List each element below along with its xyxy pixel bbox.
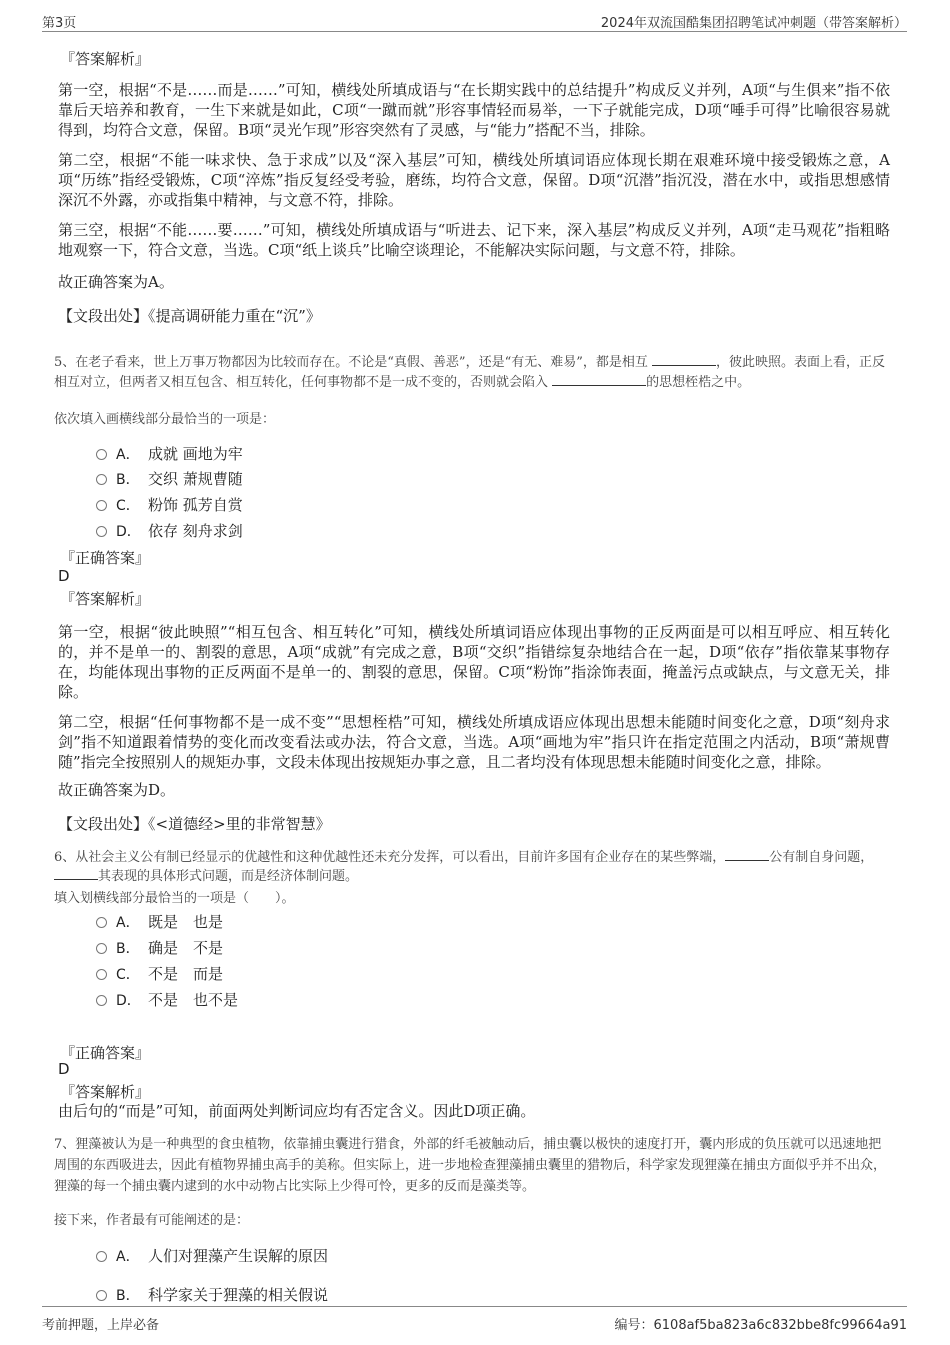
page-number: 第3页 bbox=[42, 16, 77, 31]
q6-correct-label: 『正确答案』 bbox=[60, 1044, 151, 1062]
q5-blank-2 bbox=[552, 373, 646, 386]
q5-analysis-para-2: 第二空，根据“任何事物都不是一成不变”“思想桎梏”可知，横线处所填成语应体现出思想未能随时间变化之意，D项“刻舟求剑”指不知道跟着情势的变化而改变看法或办法，符合文意，当选。A项“画地为牢”指只许在指定范围之内活动，B项“萧规曹随”指完全按照别人的规矩办事，文段未体现出按规矩办事之意，且二者均没有体现思想未能随时间变化之意，排除。 bbox=[58, 713, 890, 771]
footer-serial: 编号：6108af5ba823a6c832bbe8fc99664a91 bbox=[614, 1318, 907, 1333]
radio-icon[interactable] bbox=[96, 449, 107, 460]
q6-correct-answer: D bbox=[58, 1060, 70, 1078]
q5-correct-label: 『正确答案』 bbox=[60, 549, 151, 567]
radio-icon[interactable] bbox=[96, 526, 107, 537]
q5-blank-1 bbox=[652, 353, 716, 366]
q5-analysis-para-1: 第一空，根据“彼此映照”“相互包含、相互转化”可知，横线处所填词语应体现出事物的正反两面是可以相互呼应、相互转化的，并不是单一的、割裂的意思，A项“成就”有完成之意，B项“交织”指错综复杂地结合在一起，D项“依存”指依靠某事物存在，均能体现出事物的正反两面不是单一的、割裂的意思，保留。C项“粉饰”指涂饰表面，掩盖污点或缺点，与文意无关，排除。 bbox=[58, 623, 890, 701]
radio-icon[interactable] bbox=[96, 500, 107, 511]
q4-source: 【文段出处】《提高调研能力重在“沉”》 bbox=[58, 307, 321, 325]
q5-conclusion: 故正确答案为D。 bbox=[58, 781, 176, 799]
q6-analysis-label: 『答案解析』 bbox=[60, 1083, 151, 1101]
q5-option-d[interactable]: D． 依存 刻舟求剑 bbox=[96, 520, 243, 540]
page-header bbox=[0, 0, 950, 32]
q4-analysis-para-1: 第一空，根据“不是……而是……”可知，横线处所填成语与“在长期实践中的总结提升”构成反义并列，A项“与生俱来”指不依靠后天培养和教育，一生下来就是如此，C项“一蹴而就”形容事情轻而易举，一下子就能完成，D项“唾手可得”比喻很容易就得到，均符合文意，保留。B项“灵光乍现”形容突然有了灵感，与“能力”搭配不当，排除。 bbox=[58, 81, 890, 139]
q6-option-b[interactable]: B． 确是 不是 bbox=[96, 937, 223, 957]
radio-icon[interactable] bbox=[96, 1290, 107, 1301]
page-footer bbox=[0, 1306, 950, 1345]
q7-option-a[interactable]: A． 人们对狸藻产生误解的原因 bbox=[96, 1245, 328, 1265]
q5-option-c[interactable]: C． 粉饰 孤芳自赏 bbox=[96, 494, 243, 514]
q6-stem: 6、从社会主义公有制已经显示的优越性和这种优越性还未充分发挥，可以看出，目前许多国有企业存在的某些弊端， 公有制自身问题，其表现的具体形式问题，而是经济体制问题。 bbox=[54, 850, 874, 884]
footer-divider bbox=[42, 1306, 907, 1307]
q5-option-a[interactable]: A． 成就 画地为牢 bbox=[96, 443, 243, 463]
radio-icon[interactable] bbox=[96, 917, 107, 928]
q6-prompt: 填入划横线部分最恰当的一项是（ ）。 bbox=[54, 891, 295, 906]
q5-source: 【文段出处】《<道德经>里的非常智慧》 bbox=[58, 815, 331, 833]
radio-icon[interactable] bbox=[96, 969, 107, 980]
q5-stem: 5、在老子看来，世上万事万物都因为比较而存在。不论是“真假、善恶”，还是“有无、难易”，都是相互 ，彼此映照。表面上看，正反相互对立，但两者又相互包含、相互转化，任何事物都不是一成不变的，否则就会陷入 的思想桎梏之中。 bbox=[54, 355, 886, 390]
q6-option-d[interactable]: D． 不是 也不是 bbox=[96, 989, 238, 1009]
radio-icon[interactable] bbox=[96, 474, 107, 485]
radio-icon[interactable] bbox=[96, 943, 107, 954]
q7-prompt: 接下来，作者最有可能阐述的是： bbox=[54, 1213, 250, 1228]
radio-icon[interactable] bbox=[96, 995, 107, 1006]
header-divider bbox=[42, 31, 907, 32]
footer-slogan: 考前押题，上岸必备 bbox=[42, 1318, 160, 1333]
q7-stem: 7、狸藻被认为是一种典型的食虫植物，依靠捕虫囊进行猎食，外部的纤毛被触动后，捕虫囊以极快的速度打开，囊内形成的负压就可以迅速地把周围的东西吸进去，因此有植物界捕虫高手的美称。但实际上，进一步地检查狸藻捕虫囊里的猎物后，科学家发现狸藻在捕虫方面似乎并不出众，狸藻的每一个捕虫囊内逮到的水中动物占比实际上少得可怜，更多的反而是藻类等。 bbox=[54, 1137, 887, 1194]
q4-conclusion: 故正确答案为A。 bbox=[58, 273, 174, 291]
q5-prompt: 依次填入画横线部分最恰当的一项是： bbox=[54, 412, 276, 427]
q4-analysis-label: 『答案解析』 bbox=[60, 50, 151, 68]
document-title: 2024年双流国酷集团招聘笔试冲刺题（带答案解析） bbox=[600, 16, 907, 31]
q6-blank-1 bbox=[725, 848, 769, 861]
q7-option-b[interactable]: B． 科学家关于狸藻的相关假说 bbox=[96, 1284, 328, 1304]
q4-analysis-para-3: 第三空，根据“不能……要……”可知，横线处所填成语与“听进去、记下来，深入基层”构成反义并列，A项“走马观花”指粗略地观察一下，符合文意，当选。C项“纸上谈兵”比喻空谈理论，不能解决实际问题，与文意不符，排除。 bbox=[58, 221, 890, 259]
q6-blank-2 bbox=[54, 867, 98, 880]
q6-analysis: 由后句的“而是”可知，前面两处判断词应均有否定含义。因此D项正确。 bbox=[58, 1102, 536, 1120]
q5-option-b[interactable]: B． 交织 萧规曹随 bbox=[96, 468, 243, 488]
q5-analysis-label: 『答案解析』 bbox=[60, 590, 151, 608]
q4-analysis-para-2: 第二空，根据“不能一味求快、急于求成”以及“深入基层”可知，横线处所填词语应体现长期在艰难环境中接受锻炼之意，A项“历练”指经受锻炼，C项“淬炼”指反复经受考验，磨练，均符合文意，保留。D项“沉潜”指沉没，潜在水中，或指思想感情深沉不外露，亦或指集中精神，与文意不符，排除。 bbox=[58, 151, 890, 209]
q5-correct-answer: D bbox=[58, 567, 70, 585]
radio-icon[interactable] bbox=[96, 1251, 107, 1262]
q6-option-c[interactable]: C． 不是 而是 bbox=[96, 963, 223, 983]
q6-option-a[interactable]: A． 既是 也是 bbox=[96, 911, 223, 931]
